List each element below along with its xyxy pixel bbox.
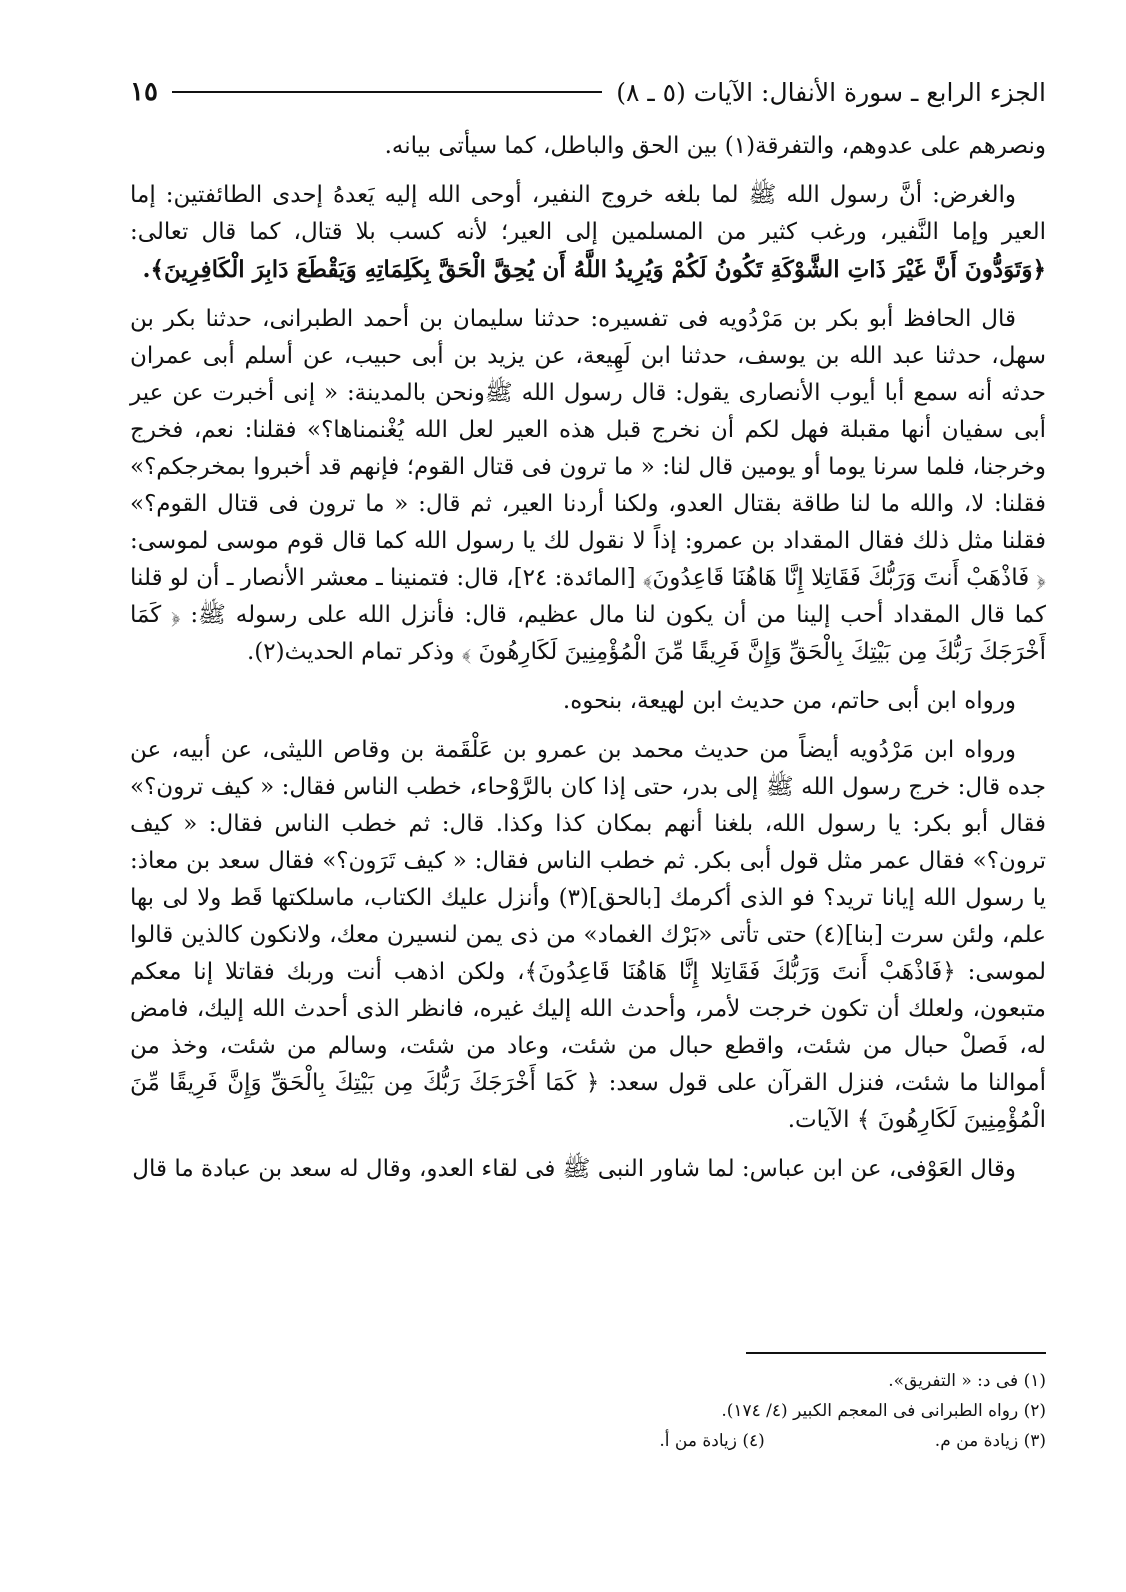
footnote-row (130, 1426, 1046, 1456)
paragraph-text: وقال العَوْفى، عن ابن عباس: لما شاور النبى ﷺ فى لقاء العدو، وقال له سعد بن عبادة ما قال (132, 1156, 1016, 1182)
footnote: (٣) زيادة من م. (934, 1431, 1046, 1451)
paragraph-text: ورواه ابن مَرْدُويه أيضاً من حديث محمد بن عمرو بن عَلْقَمة بن وقاص الليثى، عن أبيه، عن جده قال: خرج رسول الله ﷺ إلى بدر، حتى إذا كان بالرَّوْحاء، خطب الناس فقال: « كيف ترون؟» فقال أبو بكر: يا رسول الله، بلغنا أنهم بمكان كذا وكذا. قال: ثم خطب الناس فقال: « كيف ترون؟» فقال عمر مثل قول أبى بكر. ثم خطب الناس فقال: « كيف تَرَون؟» فقال سعد بن معاذ: يا رسول الله إيانا تريد؟ فو الذى أكرمك [بالحق](٣) وأنزل عليك الكتاب، ماسلكتها قَط ولا لى بها علم، ولئن سرت [بنا](٤) حتى تأتى «بَرْك الغماد» من ذى يمن لنسيرن معك، ولانكون كالذين قالوا لموسى: ﴿فَاذْهَبْ أَنتَ وَرَبُّكَ فَقَاتِلا إِنَّا هَاهُنَا قَاعِدُونَ﴾، ولكن اذهب أنت وربك فقاتلا إنا معكم متبعون، ولعلك أن تكون خرجت لأمر، وأحدث الله إليك غيره، فانظر الذى أحدث الله إليك، فامض له، فَصلْ حبال من شئت، واقطع حبال من شئت، وعاد من شئت، وسالم من شئت، وخذ من أموالنا ما شئت، فنزل القرآن على قول سعد: ﴿ كَمَا أَخْرَجَكَ رَبُّكَ مِن بَيْتِكَ بِالْحَقِّ وَإِنَّ فَرِيقًا مِّنَ الْمُؤْمِنِينَ لَكَارِهُونَ ﴾ الآيات. (130, 737, 1046, 1133)
paragraph (130, 128, 1046, 165)
paragraph-text: ورواه ابن أبى حاتم، من حديث ابن لهيعة، بنحوه. (562, 688, 1016, 714)
paragraph (130, 732, 1046, 1139)
paragraph-text: قال الحافظ أبو بكر بن مَرْدُويه فى تفسيره: حدثنا سليمان بن أحمد الطبرانى، حدثنا بكر بن سهل، حدثنا عبد الله بن يوسف، حدثنا ابن لَهِيعة، عن يزيد بن أبى حبيب، عن أسلم أبى عمران حدثه أنه سمع أبا أيوب الأنصارى يقول: قال رسول الله ﷺونحن بالمدينة: « إنى أخبرت عن عير أبى سفيان أنها مقبلة فهل لكم أن نخرج قبل هذه العير لعل الله يُغْنمناها؟» فقلنا: نعم، فخرج وخرجنا، فلما سرنا يوما أو يومين قال لنا: « ما ترون فى قتال القوم؛ فإنهم قد أخبروا بمخرجكم؟» فقلنا: لا، والله ما لنا طاقة بقتال العدو، ولكنا أردنا العير، ثم قال: « ما ترون فى قتال القوم؟» فقلنا مثل ذلك فقال المقداد بن عمرو: إذاً لا نقول لك يا رسول الله كما قال قوم موسى لموسى: ﴿ فَاذْهَبْ أَنتَ وَرَبُّكَ فَقَاتِلا إِنَّا هَاهُنَا قَاعِدُونَ﴾ [المائدة: ٢٤]، قال: فتمنينا ـ معشر الأنصار ـ أن لو قلنا كما قال المقداد أحب إلينا من أن يكون لنا مال عظيم، قال: فأنزل الله على رسوله ﷺ: ﴿ كَمَا أَخْرَجَكَ رَبُّكَ مِن بَيْتِكَ بِالْحَقِّ وَإِنَّ فَرِيقًا مِّنَ الْمُؤْمِنِينَ لَكَارِهُونَ ﴾ وذكر تمام الحديث(٢). (130, 306, 1046, 665)
paragraph (130, 1151, 1046, 1188)
footnote: (٢) رواه الطبرانى فى المعجم الكبير (٤/ ١٧٤). (721, 1401, 1046, 1421)
paragraph-text: ونصرهم على عدوهم، والتفرقة(١) بين الحق والباطل، كما سيأتى بيانه. (384, 133, 1046, 159)
paragraph-text: والغرض: أنَّ رسول الله ﷺ لما بلغه خروج النفير، أوحى الله إليه يَعدهُ إحدى الطائفتين: إما العير وإما النَّفير، ورغب كثير من المسلمين إلى العير؛ لأنه كسب بلا قتال، كما قال تعالى: (130, 182, 1046, 245)
quran-verse: ﴿وَتَوَدُّونَ أَنَّ غَيْرَ ذَاتِ الشَّوْكَةِ تَكُونُ لَكُمْ وَيُرِيدُ اللَّهُ أَن يُحِقَّ الْحَقَّ بِكَلِمَاتِهِ وَيَقْطَعَ دَابِرَ الْكَافِرِينَ﴾. (142, 256, 1046, 283)
main-text (130, 128, 1046, 1200)
paragraph (130, 177, 1046, 289)
page-number: ١٥ (130, 77, 158, 107)
header-title: الجزء الرابع ـ سورة الأنفال: الآيات (٥ ـ ٨) (616, 77, 1046, 107)
paragraph (130, 683, 1046, 720)
footnote: (٤) زيادة من أ. (659, 1431, 765, 1451)
running-header (130, 72, 1046, 112)
footnotes (130, 1366, 1046, 1456)
footnote: (١) فى د: « التفريق». (888, 1371, 1046, 1391)
paragraph (130, 301, 1046, 671)
footnote-separator (746, 1352, 1046, 1354)
header-rule (172, 91, 602, 93)
